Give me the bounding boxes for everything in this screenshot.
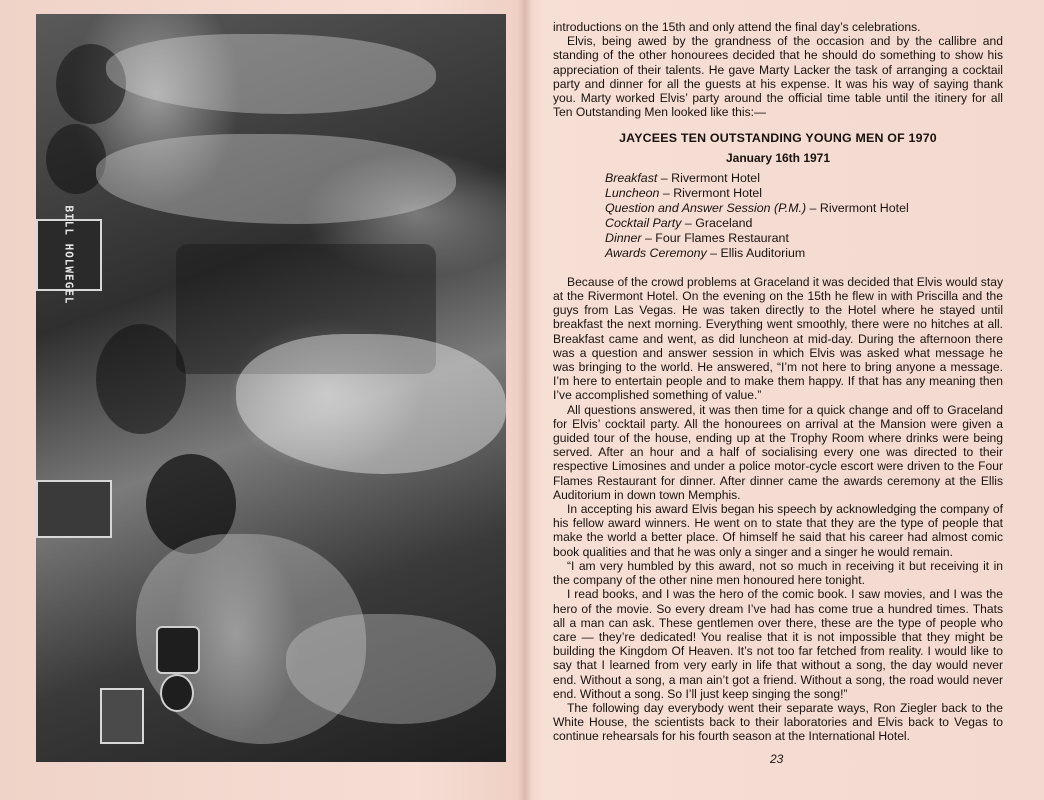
photo-figure-arm-top	[106, 34, 436, 114]
photo-figure-head-upper	[46, 124, 106, 194]
schedule-item	[605, 171, 1003, 186]
photo-figure-arm-upper	[96, 134, 456, 224]
schedule-place: – Ellis Auditorium	[706, 245, 806, 260]
article-paragraph: introductions on the 15th and only attend the final day’s celebrations.	[553, 20, 921, 34]
schedule-place: – Rivermont Hotel	[806, 200, 909, 215]
schedule-place: – Graceland	[681, 215, 753, 230]
article-paragraph: Because of the crowd problems at Graceland it was decided that Elvis would stay at the Rivermont Hotel. On the evening on the 15th he flew in with Priscilla and the guys from Las Vegas. He was taken directly to the Hotel where he stayed until breakfast the next morning. Everything went smoothly, there were no hitches at all. Breakfast came and went, as did luncheon at mid-day. During the afternoon there was a question and answer session in which Elvis was asked what message he was bringing to the world. He answered, “I’m not here to bring anyone a message. I’m here to entertain people and to make them happy. If that has any meaning then I’ve accomplished something of value.”	[553, 274, 1003, 403]
page-number: 23	[770, 752, 784, 766]
photo-shoulder-patch-lower	[160, 674, 194, 712]
photo-wall-sign	[36, 205, 102, 305]
schedule-event: Cocktail Party	[605, 215, 682, 230]
article-paragraph: I read books, and I was the hero of the comic book. I saw movies, and I was the hero of the movie. So every dream I’ve had has come true a hundred times. Thats all a man can ask. These gentlemen over there, these are the type of people who care — they’re dedicated! You realise that it is not impossible that they might be building the Kingdom Of Heaven. It’s not too far fetched from reality. I would like to say that I learned from very early in life that without a song, the day would never end. Without a song, a man ain’t got a friend. Without a song, the road would never end. Without a song. So I’ll just keep singing the song!”	[553, 587, 1003, 701]
photo-poster	[36, 480, 112, 538]
schedule-event: Question and Answer Session (P.M.)	[605, 200, 807, 215]
article-paragraph: In accepting his award Elvis began his speech by acknowledging the company of his fellow award winners. He went on to state that they are the type of people that make the world a better place. Of himself he said that his career had almost comic book qualities and that he was only a singer and a singer he would remain.	[553, 502, 1003, 559]
schedule-event: Dinner	[605, 230, 642, 245]
schedule-item	[605, 216, 1003, 231]
article-paragraph: Elvis, being awed by the grandness of the occasion and by the callibre and standing of the other honourees decided that he should do something to show his appreciation of their talents. He gave Marty Lacker the task of arranging a cocktail party and dinner for all the guests at his expense. It was his way of saying thank you. Marty worked Elvis’ party around the official time table until the itinery for all Ten Outstanding Men looked like this:—	[553, 34, 1003, 120]
black-and-white-photograph	[36, 14, 506, 762]
schedule-event: Breakfast	[605, 170, 658, 185]
schedule-item	[605, 246, 1003, 261]
article-paragraph: All questions answered, it was then time for a quick change and off to Graceland for Elvis’ cocktail party. All the honourees on arrival at the Mansion were given a guided tour of the house, ending up at the Trophy Room where drinks were being served. After an hour and a half of socialising every one was directed to their respective Limosines and under a police motor-cycle escort were driven to the Four Flames Restaurant for dinner. After dinner came the awards ceremony at the Ellis Auditorium in down town Memphis.	[553, 402, 1003, 502]
schedule-place: – Rivermont Hotel	[657, 170, 760, 185]
schedule-item	[605, 186, 1003, 201]
schedule-place: – Rivermont Hotel	[659, 185, 763, 200]
article-paragraph: “I am very humbled by this award, not so much in receiving it but receiving it in the company of the other nine men honoured here tonight.	[553, 558, 1003, 588]
schedule-list	[605, 171, 1003, 261]
schedule-date: January 16th 1971	[725, 150, 831, 165]
photo-small-sign	[100, 688, 144, 744]
schedule-item	[605, 231, 1003, 246]
photo-figure-center-head	[96, 324, 186, 434]
photo-shoulder-patch	[156, 626, 200, 674]
article-paragraph: The following day everybody went their separate ways, Ron Ziegler back to the White House, the scientists back to their laboratories and Elvis back to Vegas to continue rehearsals for his fourth season at the International Hotel.	[553, 700, 1003, 744]
page-gutter	[518, 0, 532, 800]
schedule-event: Luncheon	[605, 185, 660, 200]
schedule-place: – Four Flames Restaurant	[641, 230, 789, 245]
article-text	[553, 20, 1003, 744]
photo-figure-center-body	[236, 334, 506, 474]
photo-wall-sign-text: BILL HOLWEGEL	[62, 205, 76, 305]
schedule-event: Awards Ceremony	[605, 245, 707, 260]
schedule-heading: JAYCEES TEN OUTSTANDING YOUNG MEN OF 1970	[619, 131, 937, 146]
schedule-item	[605, 201, 1003, 216]
